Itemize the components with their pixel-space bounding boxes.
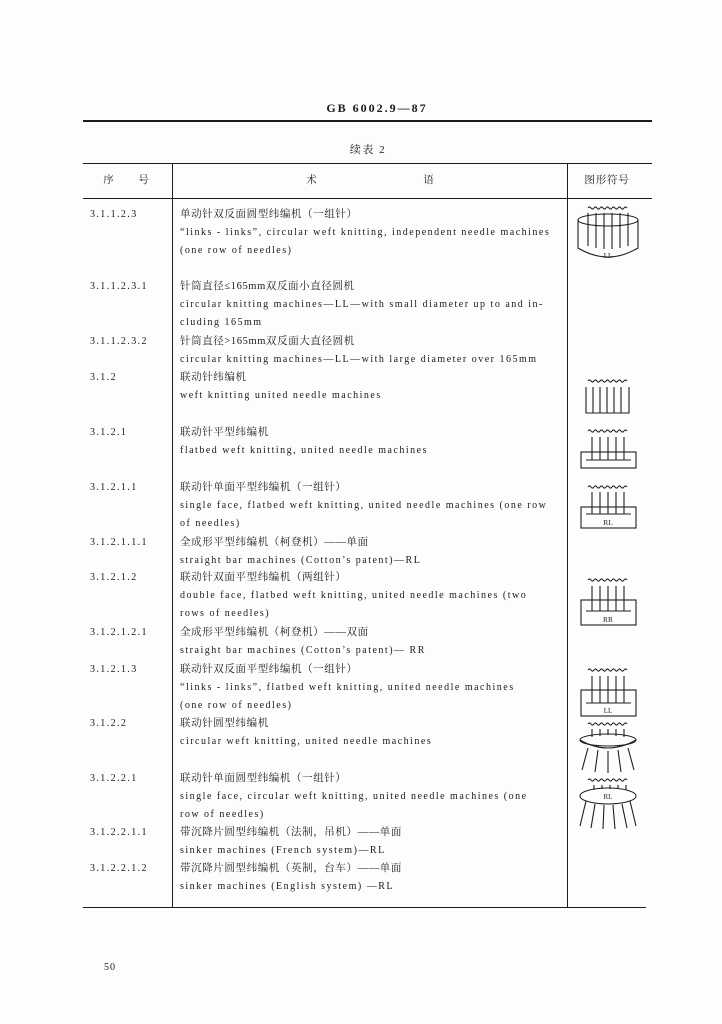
column-header-term: 术 语 [306, 175, 434, 186]
term-number: 3.1.2.1.2.1 [90, 626, 148, 638]
term-chinese: 联动针双反面平型纬编机（一组针） [180, 663, 358, 675]
term-chinese: 联动针双面平型纬编机（两组针） [180, 571, 347, 583]
needle-tips [592, 729, 624, 737]
yarn-wave-line [588, 579, 627, 581]
yarn-wave-line [588, 723, 627, 725]
yarn-wave-line [588, 430, 627, 432]
cylinder-top [578, 214, 638, 226]
yarn-wave-line [588, 779, 627, 781]
yarn-wave-line [588, 669, 627, 671]
term-english: row of needles) [180, 809, 265, 821]
column-header-number: 序 号 [103, 175, 149, 186]
needle-ring-rim [580, 740, 636, 748]
term-english: cluding 165mm [180, 317, 263, 329]
term-chinese: 联动针单面圆型纬编机（一组针） [180, 772, 347, 784]
flatbed-single-face-icon [581, 486, 636, 528]
needle-lines [592, 492, 624, 514]
term-chinese: 针筒直径>165mm双反面大直径圆机 [180, 335, 355, 347]
term-english: “links - links”, circular weft knitting, independent needle machines [180, 227, 551, 239]
yarn-wave-line [588, 486, 627, 488]
term-number: 3.1.1.2.3.2 [90, 335, 148, 347]
term-english: sinker machines (English system) —RL [180, 881, 394, 893]
term-english: weft knitting united needle machines [180, 390, 382, 402]
term-chinese: 单动针双反面圆型纬编机（一组针） [180, 208, 358, 220]
term-number: 3.1.2.1.2 [90, 571, 138, 583]
united-needle-set-icon [586, 380, 629, 413]
term-english: straight bar machines (Cotton’s patent)— RR [180, 645, 426, 657]
term-english: flatbed weft knitting, united needle machines [180, 445, 428, 457]
term-english: circular knitting machines—LL—with small diameter up to and in- [180, 299, 544, 311]
term-english: single face, circular weft knitting, united needle machines (one [180, 791, 528, 803]
term-english: double face, flatbed weft knitting, united needle machines (two [180, 590, 528, 602]
flatbed-double-face-icon [581, 579, 636, 625]
term-number: 3.1.1.2.3 [90, 208, 138, 220]
term-english: (one row of needles) [180, 700, 293, 712]
term-english: circular knitting machines—LL—with large diameter over 165mm [180, 354, 538, 366]
term-chinese: 全成形平型纬编机（柯登机）——单面 [180, 536, 369, 548]
symbol-label: RL [603, 518, 613, 527]
term-number: 3.1.2.1 [90, 426, 128, 438]
term-english: of needles) [180, 518, 241, 530]
term-chinese: 联动针平型纬编机 [180, 426, 269, 438]
term-number: 3.1.1.2.3.1 [90, 280, 148, 292]
term-chinese: 联动针纬编机 [180, 371, 247, 383]
symbol-label: RL [603, 793, 613, 801]
table-caption: 续表 2 [349, 144, 387, 156]
needle-lines [592, 586, 624, 611]
term-english: circular weft knitting, united needle machines [180, 736, 433, 748]
term-english: rows of needles) [180, 608, 271, 620]
term-chinese: 带沉降片圆型纬编机（英制，台车）——单面 [180, 862, 402, 874]
term-number: 3.1.2.2 [90, 717, 128, 729]
term-english: single face, flatbed weft knitting, united needle machines (one row [180, 500, 548, 512]
term-english: (one row of needles) [180, 245, 293, 257]
needle-lines [588, 213, 628, 249]
term-number: 3.1.2.2.1.1 [90, 826, 148, 838]
column-header-symbol: 图形符号 [584, 175, 630, 186]
term-chinese: 联动针单面平型纬编机（一组针） [180, 481, 347, 493]
symbol-label: LL [603, 252, 613, 260]
circular-needle-ring-icon [580, 723, 636, 773]
term-number: 3.1.2.2.1.2 [90, 862, 148, 874]
flatbed-needle-bed-icon [581, 430, 636, 468]
needle-fan-lines [580, 801, 636, 829]
needle-lines [592, 437, 624, 460]
flatbed-links-links-icon [581, 669, 636, 716]
circular-links-links-cylinder-icon [578, 207, 638, 260]
symbol-label: LL [603, 707, 613, 715]
needle-fan-lines [582, 748, 634, 773]
standard-code: GB 6002.9—87 [326, 101, 428, 115]
term-chinese: 联动针圆型纬编机 [180, 717, 269, 729]
term-chinese: 针筒直径≤165mm双反面小直径圆机 [180, 280, 355, 292]
term-english: sinker machines (French system)—RL [180, 845, 386, 857]
term-number: 3.1.2.1.3 [90, 663, 138, 675]
term-chinese: 带沉降片圆型纬编机（法制，吊机）——单面 [180, 826, 402, 838]
term-number: 3.1.2.1.1 [90, 481, 138, 493]
symbol-label: RR [602, 615, 614, 624]
needle-lines [593, 387, 621, 413]
term-english: straight bar machines (Cotton’s patent)—RL [180, 555, 422, 567]
term-number: 3.1.2 [90, 371, 117, 383]
yarn-wave-line [588, 207, 627, 209]
circular-single-face-icon [580, 779, 636, 829]
yarn-wave-line [588, 380, 627, 382]
term-number: 3.1.2.2.1 [90, 772, 138, 784]
term-number: 3.1.2.1.1.1 [90, 536, 148, 548]
page-number: 50 [104, 962, 116, 973]
term-chinese: 全成形平型纬编机（柯登机）——双面 [180, 626, 369, 638]
term-english: “links - links”, flatbed weft knitting, united needle machines [180, 682, 515, 694]
